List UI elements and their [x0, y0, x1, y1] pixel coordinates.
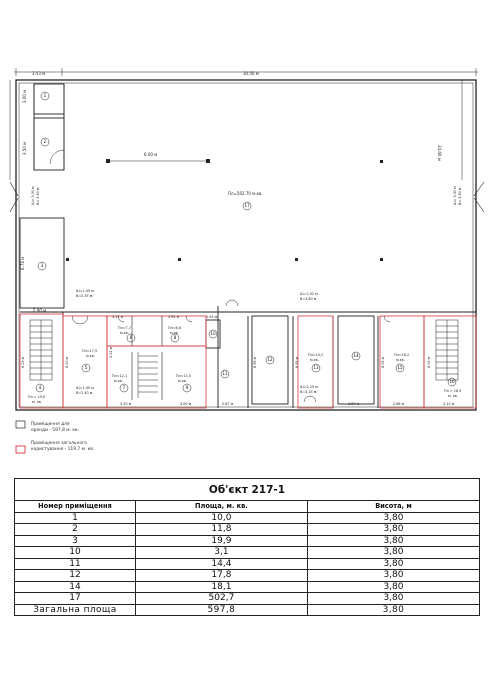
room-number-5: 5 — [84, 365, 88, 370]
room-number-2: 2 — [43, 139, 47, 144]
opening-3-width: Ш=2,52 м. — [300, 292, 319, 296]
dim-left-room-width: 2.90 м — [33, 308, 47, 313]
table-row: 17 502,7 3,80 — [15, 593, 480, 605]
opening-4-height: В=3,15 м. — [300, 390, 318, 394]
area-room-16-value: Пл = 18,9 — [444, 389, 462, 393]
opening-4-width: Ш=2,25 м. — [300, 385, 319, 389]
room-number-14: 14 — [353, 353, 359, 358]
legend-common-line2: користування - 119,7 м. кв. — [31, 447, 95, 452]
dim-left-low: 6.74 м — [20, 256, 25, 270]
opening-2-height: В=2,40 м. — [76, 391, 94, 395]
room-number-16: 16 — [449, 379, 455, 384]
area-room-7-value: Пл=12,1 — [112, 374, 128, 378]
area-room-13-unit: м.кв. — [310, 358, 319, 362]
svg-text:17: 17 — [244, 203, 250, 208]
header-room-number: Номер приміщення — [15, 501, 136, 513]
table-row: 14 18,1 3,80 — [15, 581, 480, 593]
dim-right-side: 24.60 м — [437, 145, 442, 161]
legend-rent-line1: Приміщення для — [31, 422, 70, 427]
area-room-8-unit: м.кв. — [170, 331, 179, 335]
area-room-5-unit: м.кв. — [86, 354, 95, 358]
room-number-6: 6 — [129, 335, 133, 340]
door-left-height: В= 3.80 м — [36, 187, 40, 205]
table-row: 2 11,8 3,80 — [15, 524, 480, 536]
area-room-17: Пл=502,70 м.кв. — [228, 191, 263, 196]
area-room-6-value: Пл=7,7 — [118, 326, 131, 330]
dim-left-upper: 3.00 м — [22, 89, 27, 103]
door-right-width: Ш= 3.30 м — [453, 186, 457, 205]
area-room-13-value: Пл=10,2 — [308, 353, 324, 357]
dim-room-11: 6.35 м — [253, 356, 257, 368]
dim-left-mid: 3.50 м — [22, 141, 27, 155]
area-room-15-unit: м.кв. — [396, 358, 405, 362]
opening-1-height: В=2,35 м. — [76, 294, 94, 298]
header-area: Площа, м. кв. — [135, 501, 307, 513]
dim-bottom-e: 2.68 м — [393, 402, 405, 406]
area-room-7-unit: м.кв. — [114, 379, 123, 383]
legend-rent-swatch — [16, 421, 25, 428]
staircase-right — [436, 320, 458, 380]
dim-top-main: 30.50 м — [243, 71, 259, 76]
dim-bottom-a: 3.20 м — [120, 402, 132, 406]
dim-room-15: 6.05 м — [381, 356, 385, 368]
room-number-13: 13 — [313, 365, 319, 370]
exterior-walls — [16, 80, 476, 410]
dim-corridor-2: 2.91 м — [168, 315, 180, 319]
area-room-16-unit: м. кв. — [448, 394, 458, 398]
staircase-left — [30, 320, 52, 380]
table-header-row — [15, 501, 480, 513]
common-area-inner-walls — [129, 316, 162, 400]
room-number-8: 8 — [173, 335, 177, 340]
table-total-row: Загальна площа 597,8 3,80 — [15, 604, 480, 616]
dim-room-12: 6.95 м — [295, 356, 299, 368]
area-room-8-value: Пл=6,6 — [168, 326, 181, 330]
door-left-width: Ш= 3.30 м — [31, 186, 35, 205]
dim-room-4: 6.23 м — [21, 356, 25, 368]
room-number-3: 3 — [40, 263, 44, 268]
room-number-7: 7 — [122, 385, 126, 390]
dim-corridor-3: 1.93 м — [206, 315, 218, 319]
area-summary-table — [14, 478, 480, 616]
room-number-4: 4 — [38, 385, 42, 390]
area-room-19-value: Пл = 19,0 — [28, 395, 46, 399]
area-room-15-value: Пл=16,2 — [394, 353, 410, 357]
door-right-height: В= 3.80 м — [458, 187, 462, 205]
header-height: Висота, м — [307, 501, 479, 513]
hall-17-structure — [66, 159, 383, 261]
dim-room-16: 6.05 м — [427, 356, 431, 368]
opening-1-width: Ш=1,45 м. — [76, 289, 95, 293]
room-number-1: 1 — [43, 93, 47, 98]
room-number-12: 12 — [267, 357, 273, 362]
dim-corridor-1: 3.17 м — [112, 315, 124, 319]
room-number-9: 9 — [185, 385, 189, 390]
staircase-middle — [138, 352, 158, 398]
dim-inner-line: 6.00 м — [144, 152, 158, 157]
dim-room-5: 6.20 м — [65, 356, 69, 368]
room-number-11: 11 — [222, 371, 228, 376]
table-row: 3 19,9 3,80 — [15, 535, 480, 547]
left-rooms — [20, 84, 64, 312]
area-room-5-value: Пл=17,5 — [82, 349, 98, 353]
opening-3-height: В=3,80 м. — [300, 297, 318, 301]
table-row: 1 10,0 3,80 — [15, 512, 480, 524]
dim-top-left: 3.53 м — [32, 71, 46, 76]
left-door-gate — [10, 182, 18, 212]
table-row: 11 14,4 3,80 — [15, 558, 480, 570]
legend-common-line1: Приміщення загального — [31, 441, 88, 446]
table-title: Об'єкт 217-1 — [15, 479, 480, 501]
dimension-lines — [10, 68, 478, 180]
legend-rent-line2: оренди - 597,8 м. кв. — [31, 428, 80, 433]
area-room-9-unit: м.кв. — [178, 379, 187, 383]
room-17-marker — [243, 202, 251, 210]
dim-room-7: 3.22 м — [109, 346, 113, 358]
legend-common-swatch — [16, 446, 25, 453]
room-number-10: 10 — [210, 331, 216, 336]
room-number-15: 15 — [397, 365, 403, 370]
dim-bottom-b: 3.00 м — [180, 402, 192, 406]
opening-2-width: Ш=1,45 м. — [76, 386, 95, 390]
table-row: 10 3,1 3,80 — [15, 547, 480, 559]
dim-bottom-c: 2.87 м — [222, 402, 234, 406]
room-number-markers — [36, 92, 456, 392]
area-room-6-unit: м.кв. — [120, 331, 129, 335]
area-room-9-value: Пл=11,5 — [176, 374, 192, 378]
table-row: 12 17,8 3,80 — [15, 570, 480, 582]
area-room-19-unit: м. кв. — [32, 400, 42, 404]
dim-bottom-d: 2.87 м — [348, 402, 360, 406]
dim-bottom-f: 3.12 м — [443, 402, 455, 406]
